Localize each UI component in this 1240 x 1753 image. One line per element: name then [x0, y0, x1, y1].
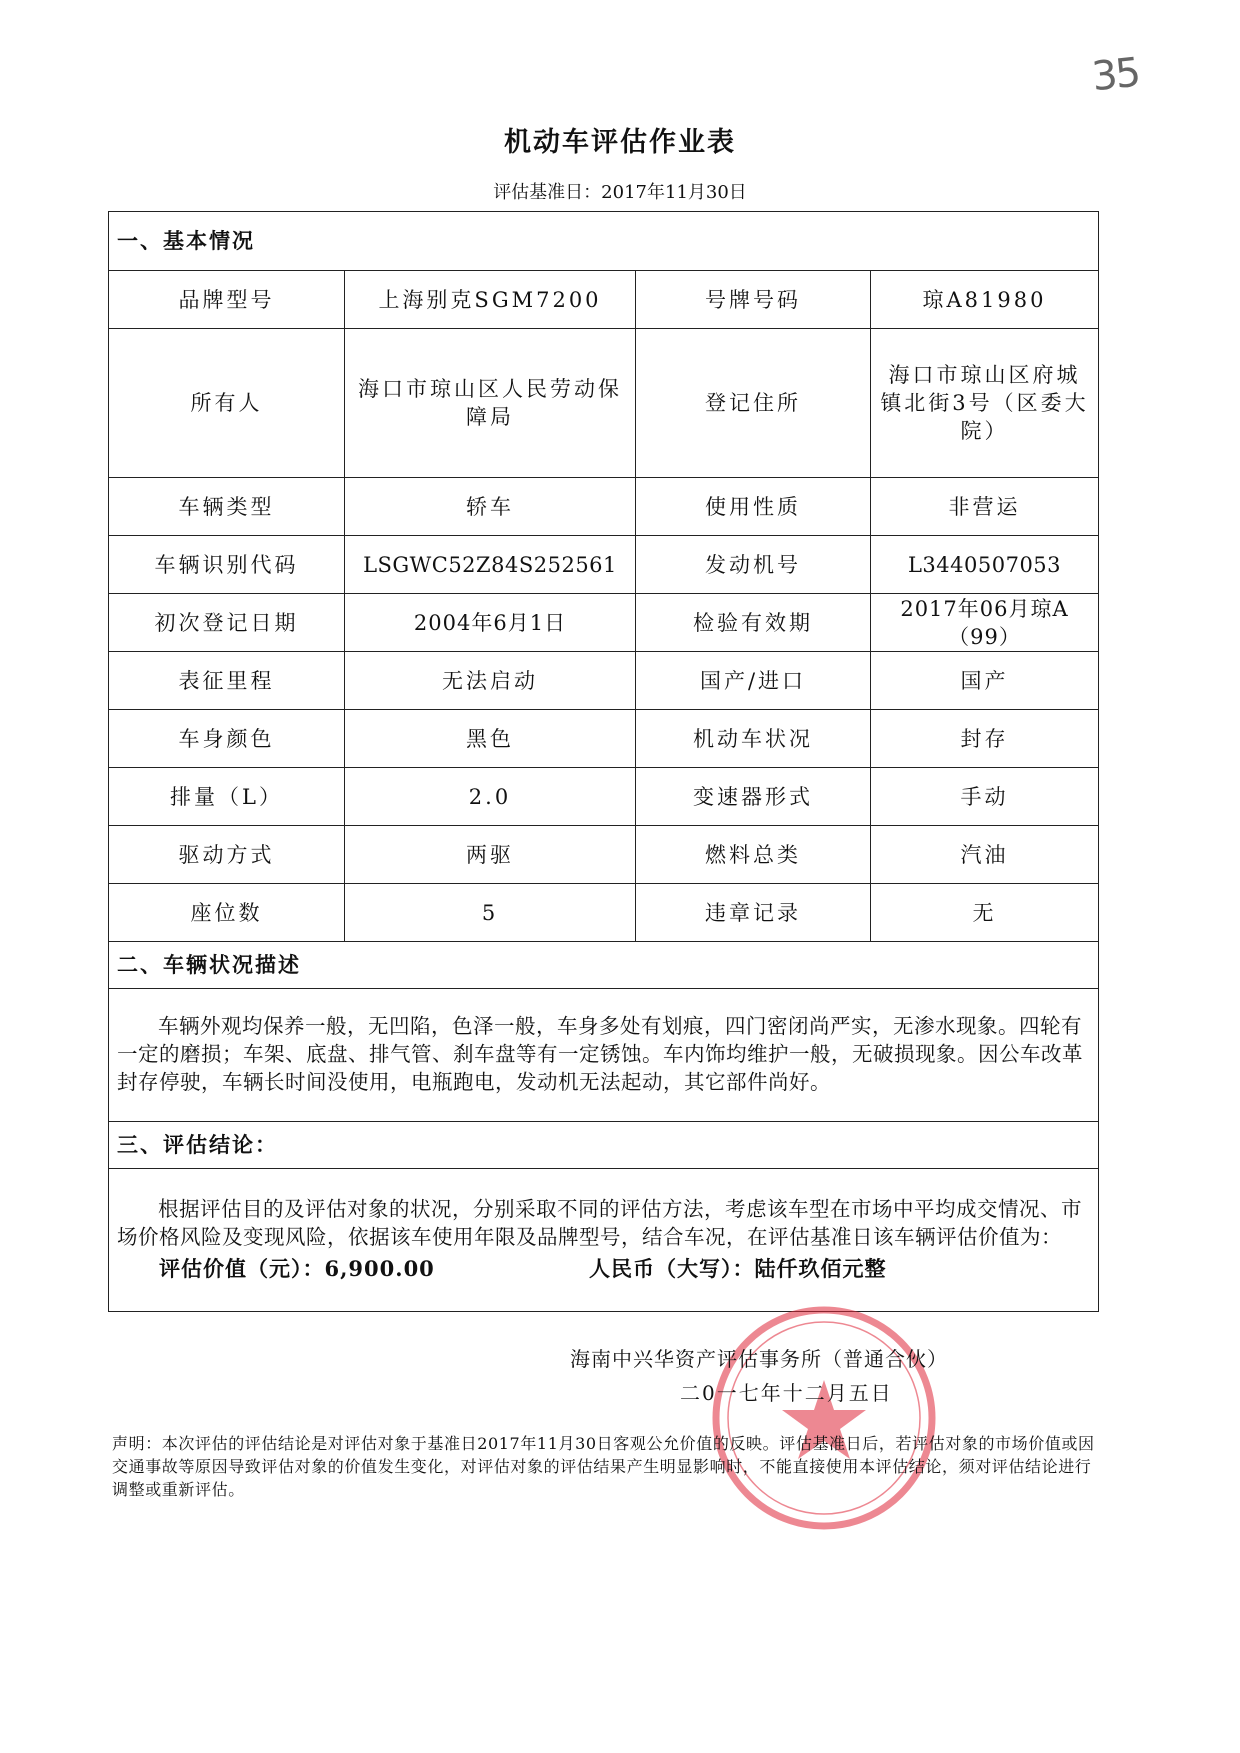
conclusion-cell	[109, 1169, 1099, 1312]
field-value: 无	[871, 884, 1099, 942]
rmb-amount-group	[589, 1255, 887, 1283]
field-label: 车辆类型	[109, 478, 345, 536]
section-condition-heading: 二、车辆状况描述	[109, 942, 1099, 989]
field-label: 表征里程	[109, 652, 345, 710]
valuation-amount-group	[117, 1255, 589, 1283]
field-value: 手动	[871, 768, 1099, 826]
rmb-amount: 陆仟玖佰元整	[754, 1256, 887, 1281]
table-row	[109, 536, 1099, 594]
section-basic-heading: 一、基本情况	[109, 212, 1099, 271]
field-value: 黑色	[345, 710, 636, 768]
field-value: 国产	[871, 652, 1099, 710]
valuation-line	[117, 1255, 1090, 1283]
field-label: 车身颜色	[109, 710, 345, 768]
field-value: 无法启动	[345, 652, 636, 710]
table-row	[109, 826, 1099, 884]
field-label: 机动车状况	[636, 710, 871, 768]
table-row	[109, 478, 1099, 536]
field-value: LSGWC52Z84S252561	[345, 536, 636, 594]
table-row	[109, 884, 1099, 942]
disclaimer-statement: 声明：本次评估的评估结论是对评估对象于基准日2017年11月30日客观公允价值的反映。评估基准日后，若评估对象的市场价值或因交通事故等原因导致评估对象的价值发生变化，对评估对象的评估结果产生明显影响时，不能直接使用本评估结论，须对评估结论进行调整或重新评估。	[112, 1434, 1095, 1499]
section-conclusion-heading: 三、评估结论：	[109, 1122, 1099, 1169]
field-label: 使用性质	[636, 478, 871, 536]
field-value: 2004年6月1日	[345, 594, 636, 652]
field-value: 2.0	[345, 768, 636, 826]
condition-description: 车辆外观均保养一般，无凹陷，色泽一般，车身多处有划痕，四门密闭尚严实，无渗水现象。四轮有一定的磨损；车架、底盘、排气管、刹车盘等有一定锈蚀。车内饰均维护一般，无破损现象。因公车改革封存停驶，车辆长时间没使用，电瓶跑电，发动机无法起动，其它部件尚好。	[117, 1014, 1083, 1094]
valuation-date: 评估基准日：2017年11月30日	[493, 182, 747, 203]
field-value: 封存	[871, 710, 1099, 768]
table-row	[109, 329, 1099, 478]
table-row	[109, 594, 1099, 652]
field-value: 轿车	[345, 478, 636, 536]
field-label: 排量（L）	[109, 768, 345, 826]
page-title: 机动车评估作业表	[504, 127, 736, 158]
field-label: 座位数	[109, 884, 345, 942]
valuation-amount: 6,900.00	[324, 1256, 435, 1281]
field-label: 燃料总类	[636, 826, 871, 884]
field-label: 驱动方式	[109, 826, 345, 884]
field-label: 登记住所	[636, 329, 871, 478]
condition-description-cell	[109, 989, 1099, 1122]
rmb-label: 人民币（大写）：	[589, 1256, 755, 1281]
field-value: 海口市琼山区府城镇北街3号（区委大院）	[871, 329, 1099, 478]
field-label: 违章记录	[636, 884, 871, 942]
field-value: 琼A81980	[871, 271, 1099, 329]
field-value: 两驱	[345, 826, 636, 884]
table-row	[109, 710, 1099, 768]
field-label: 国产/进口	[636, 652, 871, 710]
field-label: 发动机号	[636, 536, 871, 594]
page-number: 35	[1089, 49, 1142, 101]
table-row	[109, 768, 1099, 826]
field-label: 变速器形式	[636, 768, 871, 826]
field-label: 品牌型号	[109, 271, 345, 329]
field-value: 海口市琼山区人民劳动保障局	[345, 329, 636, 478]
field-label: 初次登记日期	[109, 594, 345, 652]
conclusion-text: 根据评估目的及评估对象的状况，分别采取不同的评估方法，考虑该车型在市场中平均成交情况、市场价格风险及变现风险，依据该车使用年限及品牌型号，结合车况，在评估基准日该车辆评估价值为：	[117, 1197, 1082, 1249]
field-label: 车辆识别代码	[109, 536, 345, 594]
table-row	[109, 652, 1099, 710]
field-value: 上海别克SGM7200	[345, 271, 636, 329]
field-value: 汽油	[871, 826, 1099, 884]
firm-name: 海南中兴华资产评估事务所（普通合伙）	[570, 1347, 948, 1371]
field-value: 2017年06月琼A（99）	[871, 594, 1099, 652]
field-value: 非营运	[871, 478, 1099, 536]
field-label: 所有人	[109, 329, 345, 478]
table-row	[109, 271, 1099, 329]
assessment-table	[108, 211, 1099, 1312]
signature-date: 二0一七年十二月五日	[680, 1381, 893, 1405]
field-label: 号牌号码	[636, 271, 871, 329]
valuation-label: 评估价值（元）：	[159, 1256, 325, 1281]
field-value: 5	[345, 884, 636, 942]
field-value: L3440507053	[871, 536, 1099, 594]
field-label: 检验有效期	[636, 594, 871, 652]
